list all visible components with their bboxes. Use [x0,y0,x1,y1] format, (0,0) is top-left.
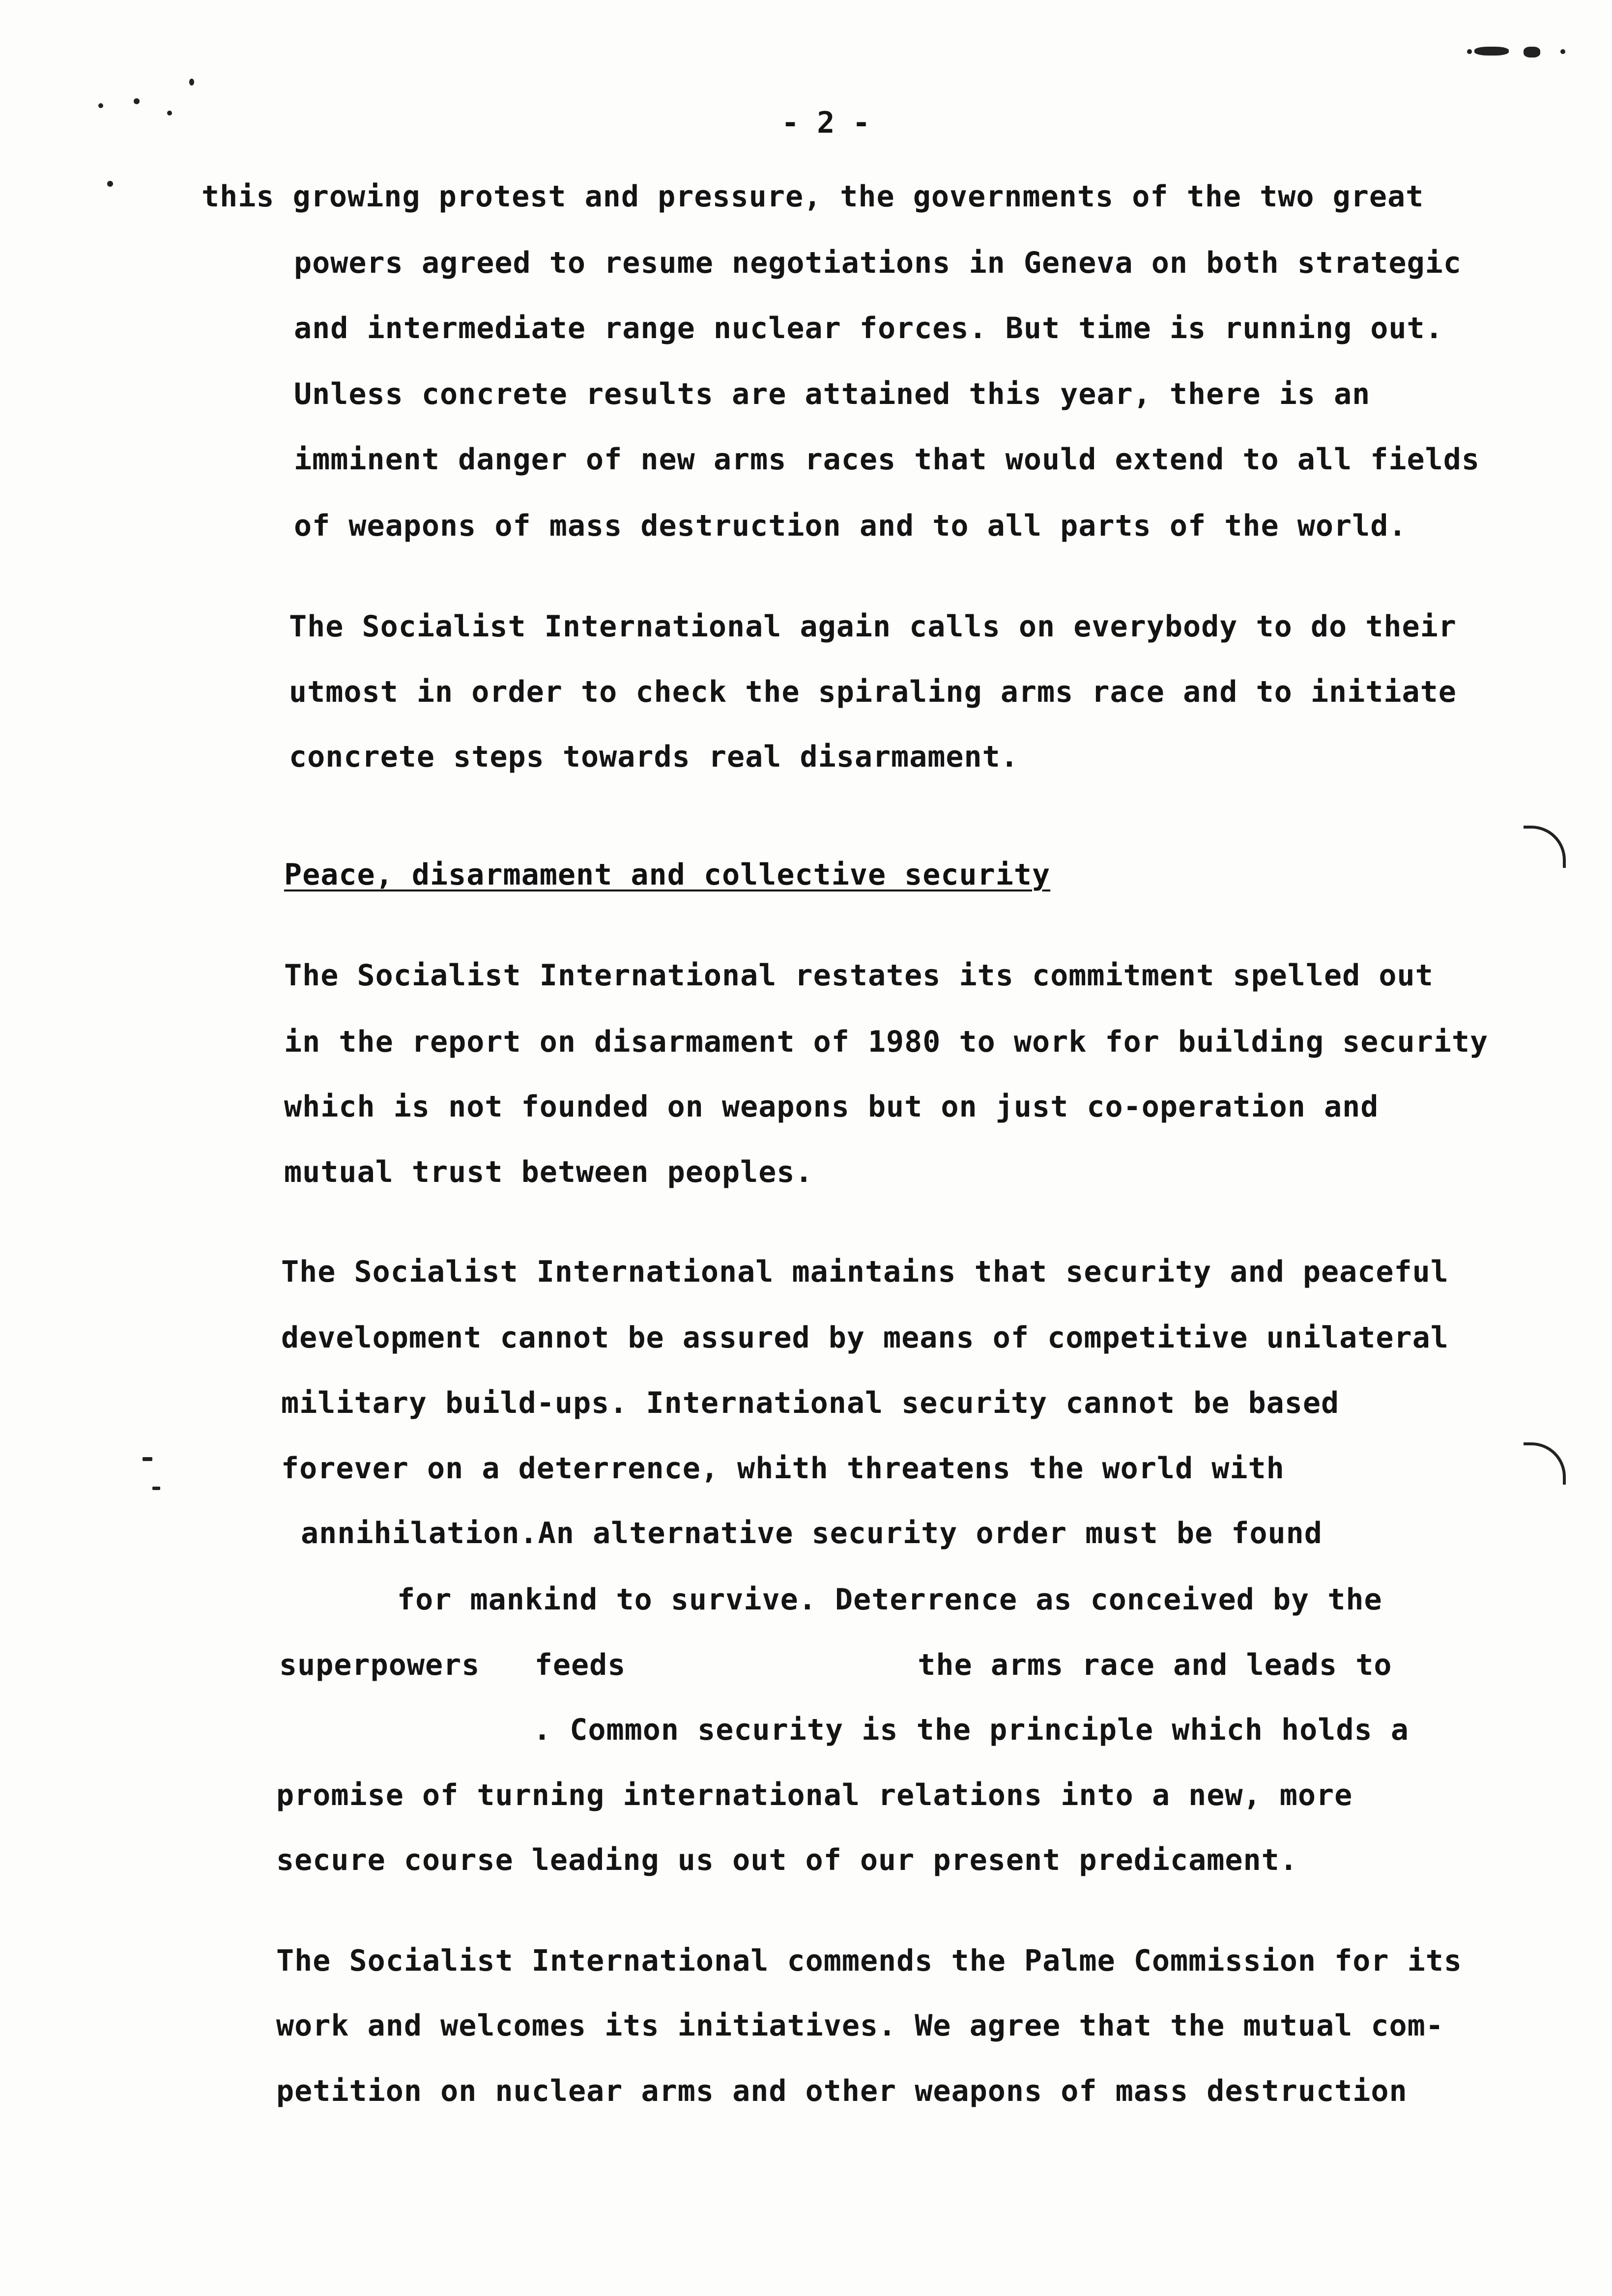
text-line: powers agreed to resume negotiations in Geneva on both strategic [294,246,1462,280]
text-line: military build-ups. International security cannot be based [281,1386,1340,1420]
scan-speck [134,98,140,104]
section-heading: Peace, disarmament and collective security [284,858,1051,892]
page-number: - 2 - [781,106,870,140]
scan-speck [1560,49,1565,54]
text-line: The Socialist International restates its commitment spelled out [284,958,1434,993]
text-line: mutual trust between peoples. [284,1155,813,1189]
text-line: which is not founded on weapons but on just co-operation and [284,1090,1379,1124]
scan-speck [189,79,194,86]
scan-speck [143,1457,152,1461]
text-line: . Common security is the principle which holds a [533,1713,1409,1747]
text-line: The Socialist International again calls on everybody to do their [289,609,1457,644]
scan-speck [1467,49,1472,54]
text-line: of weapons of mass destruction and to all parts of the world. [294,509,1407,543]
text-line: The Socialist International commends the Palme Commission for its [276,1944,1462,1978]
scan-speck [1474,47,1509,56]
margin-mark [1524,826,1566,868]
scan-speck [107,181,113,187]
text-line: Unless concrete results are attained this year, there is an [294,377,1371,411]
text-line: this growing protest and pressure, the governments of the two great [202,179,1424,214]
margin-mark [1524,1442,1566,1485]
text-line: The Socialist International maintains that security and peaceful [281,1255,1449,1289]
text-line: imminent danger of new arms races that would extend to all fields [294,442,1480,477]
text-line: in the report on disarmament of 1980 to work for building security [284,1025,1489,1059]
scan-speck [1524,47,1540,57]
scan-speck [98,103,103,108]
text-line: petition on nuclear arms and other weapons of mass destruction [276,2074,1408,2108]
text-line: and intermediate range nuclear forces. But time is running out. [294,311,1443,345]
text-line: development cannot be assured by means of competitive unilateral [281,1320,1449,1355]
text-line: superpowers feeds the arms race and leads to [279,1648,1392,1682]
text-line: forever on a deterrence, whith threatens the world with [281,1451,1285,1486]
scan-speck [167,111,172,115]
text-line: utmost in order to check the spiraling arms race and to initiate [289,675,1457,709]
text-line: for mankind to survive. Deterrence as conceived by the [397,1582,1382,1617]
text-line: work and welcomes its initiatives. We agree that the mutual com- [276,2009,1444,2043]
text-line: concrete steps towards real disarmament. [289,740,1019,774]
scan-speck [152,1487,160,1490]
text-line: annihilation.An alternative security order must be found [301,1516,1323,1550]
text-line: secure course leading us out of our present predicament. [276,1843,1298,1877]
text-line: promise of turning international relations into a new, more [276,1778,1353,1812]
